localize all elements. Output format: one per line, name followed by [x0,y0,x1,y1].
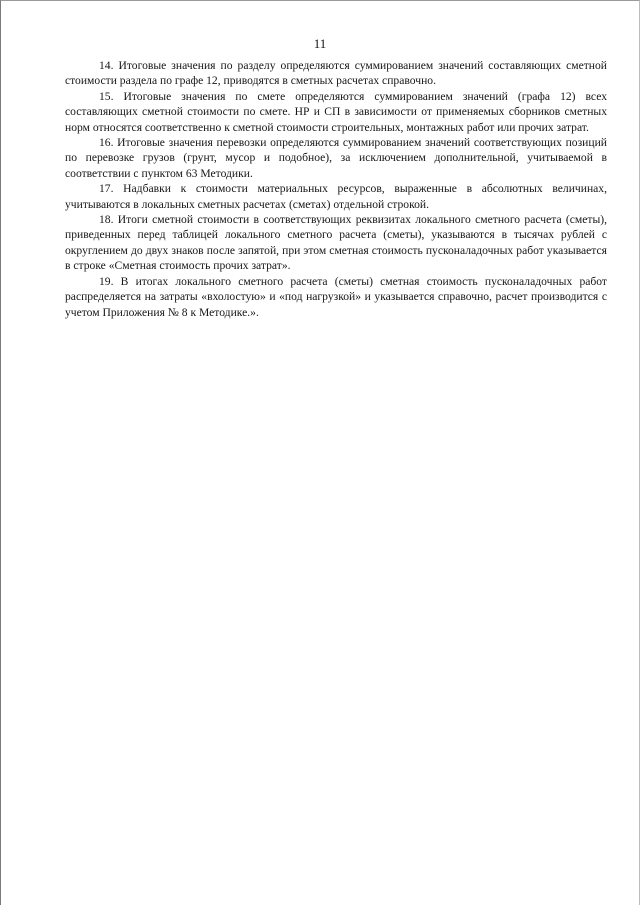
document-body [65,58,607,320]
paragraph-17: 17. Надбавки к стоимости материальных ресурсов, выраженные в абсолютных величинах, учитываются в локальных сметных расчетах (сметах) отдельной строкой. [65,182,607,211]
paragraph-18: 18. Итоги сметной стоимости в соответствующих реквизитах локального сметного расчета (сметы), приведенных перед таблицей локального сметного расчета (сметы), указываются в тысячах рублей с округлением до двух знаков после запятой, при этом сметная стоимость пусконаладочных работ указывается в строке «Сметная стоимость прочих затрат». [65,213,607,273]
page-number: 11 [313,36,327,51]
paragraph-15: 15. Итоговые значения по смете определяются суммированием значений (графа 12) всех составляющих сметной стоимости по смете. НР и СП в зависимости от применяемых сборников сметных норм относятся соответственно к сметной стоимости строительных, монтажных работ или прочих затрат. [65,89,607,134]
paragraph-19: 19. В итогах локального сметного расчета (сметы) сметная стоимость пусконаладочных работ распределяется на затраты «вхолостую» и «под нагрузкой» и указывается справочно, расчет производится с учетом Приложения № 8 к Методике.». [65,274,607,319]
paragraph-14: 14. Итоговые значения по разделу определяются суммированием значений составляющих сметной стоимости раздела по графе 12, приводятся в сметных расчетах справочно. [65,59,607,88]
paragraph-16: 16. Итоговые значения перевозки определяются суммированием значений соответствующих позиций по перевозке грузов (грунт, мусор и подобное), за исключением дополнительной, учитываемой в соответствии с пунктом 63 Методики. [65,136,607,180]
